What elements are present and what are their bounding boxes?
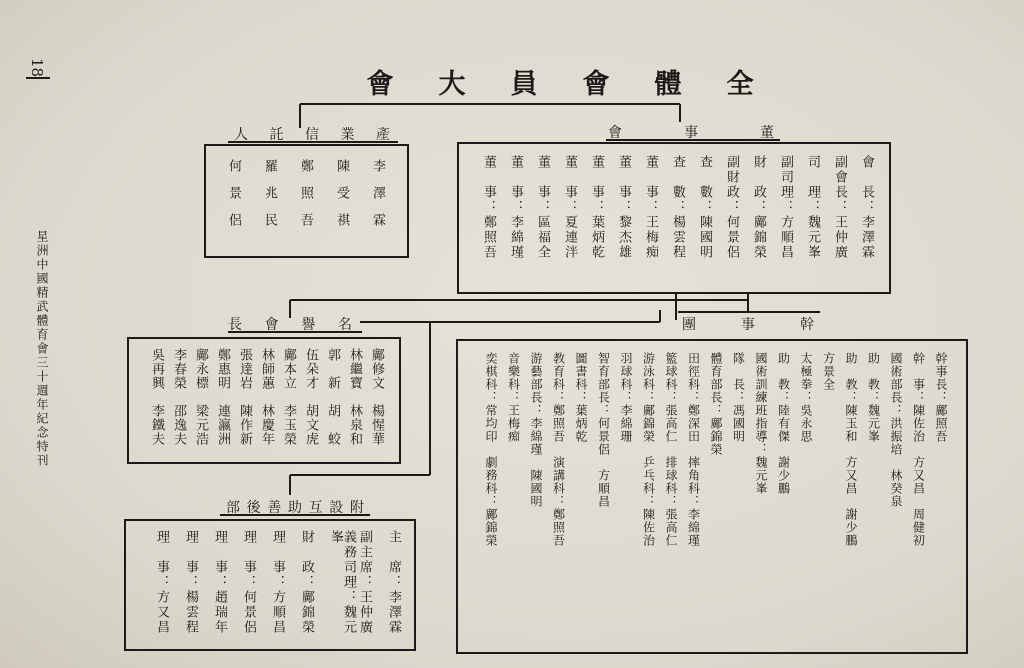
header-char: 互 xyxy=(308,500,323,516)
officer-entry: 幹事長：鄺照吾 xyxy=(934,352,948,443)
officer-entry: 游藝部長：李綿瑾 陳國明 xyxy=(529,352,543,508)
officer-entry: 籃球科：張高仁 排球科：張高仁 xyxy=(664,352,678,547)
officer-entry: 田徑科：鄭深田 摔角科：李綿瑾 xyxy=(686,352,701,547)
header-char: 善 xyxy=(267,500,282,516)
property-trustees-header xyxy=(232,124,392,144)
title-char: 大 xyxy=(438,69,466,100)
honorary-chair: 林繼寶 林泉和 xyxy=(347,348,362,446)
officer-entry: 方景全 xyxy=(821,352,836,391)
board-member: 查 數：陳國明 xyxy=(697,155,712,260)
board-member: 財 政：鄺錦榮 xyxy=(751,155,766,260)
welfare-member: 理 事：何景侶 xyxy=(241,530,256,635)
header-char: 會 xyxy=(264,317,279,333)
welfare-header xyxy=(224,497,366,517)
board-member: 董 事：李綿瑾 xyxy=(508,155,523,260)
trustee-name: 陳受祺 xyxy=(334,159,349,240)
officer-entry: 幹 事：陳佐治 方又昌 周健初 xyxy=(911,352,926,547)
officer-entry: 助 教：陸有傑 謝少鵬 xyxy=(776,352,791,495)
board-member: 副財政：何景侶 xyxy=(724,155,739,260)
board-member: 董 事：區福全 xyxy=(535,155,550,260)
header-char: 後 xyxy=(246,500,261,516)
officer-entry: 圖書科：葉炳乾 xyxy=(574,352,588,443)
officer-entry: 國術訓練班指導：魏元峯 xyxy=(754,352,768,495)
honorary-chair: 吳再興 李鐵夫 xyxy=(149,348,164,446)
title-char: 員 xyxy=(510,69,538,100)
header-char: 名 xyxy=(337,317,352,333)
honorary-chair: 鄺永標 梁元浩 xyxy=(193,348,208,446)
honorary-chair: 鄺本立 李玉榮 xyxy=(281,348,296,446)
officer-entry: 游泳科：鄺錦榮 乒乓科：陳佐治 xyxy=(641,352,656,547)
welfare-member: 理 事：趙瑞年 xyxy=(212,530,227,635)
header-char: 信 xyxy=(305,127,319,143)
board-member: 副司理：方順昌 xyxy=(778,155,793,260)
honorary-chair: 鄭惠明 連瀛洲 xyxy=(215,348,230,446)
header-char: 團 xyxy=(682,317,696,333)
welfare-member: 義務司理：魏元峯 xyxy=(328,530,356,635)
officer-entry: 羽球科：李綿珊 xyxy=(619,352,633,443)
trustee-name: 何景侶 xyxy=(226,159,241,240)
officer-entry: 隊 長：馮國明 xyxy=(731,352,746,443)
honorary-chair: 郭 新 胡 蛟 xyxy=(325,348,340,446)
board-member: 司 理：魏元峯 xyxy=(805,155,820,260)
officer-entry: 奕棋科：常均印 劇務科：鄺錦榮 xyxy=(484,352,498,547)
header-char: 託 xyxy=(269,127,284,143)
board-box xyxy=(458,143,890,293)
welfare-member: 主 席：李澤霖 xyxy=(386,530,401,635)
officer-entry: 助 教：魏元峯 xyxy=(866,352,881,443)
officer-entry: 助 教：陳玉和 方又昌 謝少鵬 xyxy=(844,352,858,547)
officers-box xyxy=(457,340,967,653)
welfare-member: 副主席：王仲廣 xyxy=(357,530,372,635)
honorary-chair: 鄺修文 楊惺華 xyxy=(369,348,384,446)
officers-header xyxy=(680,314,816,334)
title-char: 會 xyxy=(366,69,394,100)
board-member: 董 事：鄭照吾 xyxy=(481,155,496,260)
header-char: 助 xyxy=(287,500,302,516)
page-number: 18 xyxy=(28,58,46,78)
header-char: 長 xyxy=(228,317,242,333)
officer-entry: 國術部長：洪振培 林癸泉 xyxy=(889,352,903,508)
property-trustees-box xyxy=(205,145,408,257)
honorary-box xyxy=(128,338,400,463)
header-char: 產 xyxy=(376,127,390,143)
welfare-member: 理 事：楊雲程 xyxy=(183,530,198,635)
officer-entry: 教育科：鄭照吾 演講科：鄭照吾 xyxy=(551,352,566,547)
officer-entry: 音樂科：王梅痴 xyxy=(506,352,521,443)
header-char: 譽 xyxy=(301,317,316,333)
header-char: 部 xyxy=(226,500,240,516)
header-char: 幹 xyxy=(800,317,814,333)
title-char: 體 xyxy=(654,69,682,100)
welfare-box xyxy=(125,520,415,650)
welfare-member: 理 事：方又昌 xyxy=(154,530,169,635)
header-char: 附 xyxy=(349,500,364,516)
title-char: 會 xyxy=(582,69,610,100)
trustee-name: 鄭照吾 xyxy=(298,159,313,240)
header-char: 董 xyxy=(760,125,774,141)
header-char: 人 xyxy=(234,127,248,143)
officer-entry: 智育部長：何景侶 方順昌 xyxy=(596,352,611,508)
page-title xyxy=(360,62,760,101)
honorary-chair: 林師蕙 林慶年 xyxy=(259,348,274,446)
header-char: 事 xyxy=(741,317,755,333)
welfare-member: 財 政：鄺錦榮 xyxy=(299,530,314,635)
spine-title: 星洲中國精武體育會三十週年紀念特刊 xyxy=(35,230,49,468)
board-member: 副會長：王仲廣 xyxy=(832,155,847,260)
officer-entry: 太極拳：吳永思 xyxy=(799,352,813,443)
board-member: 董 事：葉炳乾 xyxy=(589,155,604,260)
welfare-member: 理 事：方順昌 xyxy=(270,530,285,635)
header-char: 業 xyxy=(340,127,355,143)
header-char: 設 xyxy=(329,500,344,516)
board-member: 查 數：楊雲程 xyxy=(670,155,685,260)
header-char: 事 xyxy=(684,125,698,141)
honorary-chair: 張達岩 陳作新 xyxy=(237,348,252,446)
board-member: 會 長：李澤霖 xyxy=(859,155,874,260)
title-char: 全 xyxy=(726,69,754,100)
board-member: 董 事：黎杰雄 xyxy=(616,155,631,260)
board-member: 董 事：王梅痴 xyxy=(643,155,658,260)
trustee-name: 李澤霖 xyxy=(370,159,385,240)
honorary-header xyxy=(226,314,354,334)
honorary-chair: 伍朵才 胡文虎 xyxy=(303,348,318,446)
board-member: 董 事：夏連泮 xyxy=(562,155,577,260)
trustee-name: 羅兆民 xyxy=(262,159,277,240)
officer-entry: 體育部長：鄺錦榮 xyxy=(709,352,723,456)
board-header xyxy=(606,122,776,142)
header-char: 會 xyxy=(608,125,622,141)
honorary-chair: 李春榮 邵逸夫 xyxy=(171,348,186,446)
